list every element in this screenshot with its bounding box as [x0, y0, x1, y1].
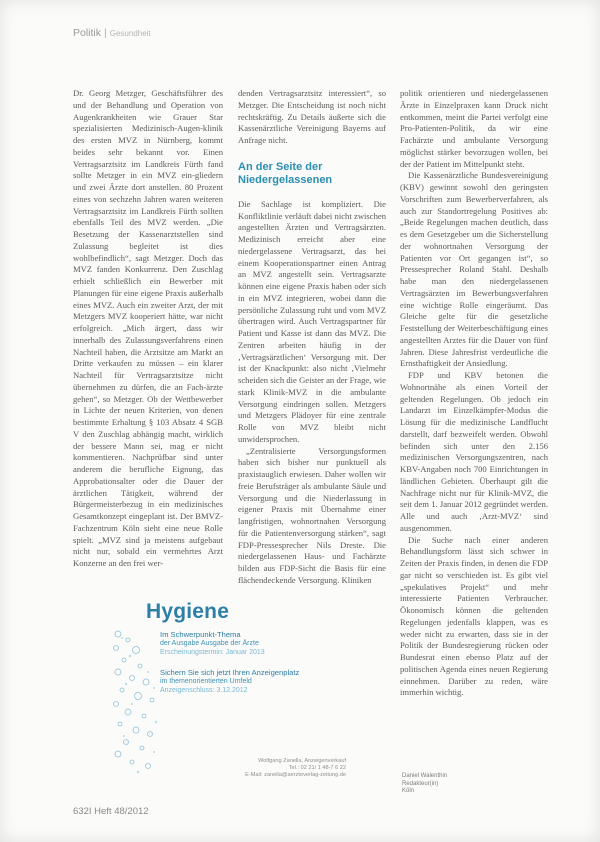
article-column-2 — [238, 88, 386, 587]
subsection-label: Gesundheit — [109, 29, 151, 38]
paragraph: Die Kassenärztliche Bundesvereinigung (KBV) gewinnt sowohl den geringsten Vorschriften zum Bewerberverfahren, als auch zur Standortregelung Positives ab: „Beide Regelungen machen deutlich, dass es dem Gesetzgeber um die Sicherstellung der wohnortnahen Versorgung der Patienten vor Ort gegangen ist“, so Pressesprecher Roland Stahl. Deshalb habe man den niedergelassenen Vertragsärzten im Bewerbungsverfahren eine wichtige Rolle eingeräumt. Das Gleiche gelte für die gesetzliche Feststellung der Weiterbeschäftigung eines angestellten Arztes für die Dauer von fünf Jahren. Diese Jahresfrist verdeutliche die Ernsthaftigkeit der Ansiedlung. — [400, 170, 548, 369]
author-name: Daniel Walenthin — [402, 773, 448, 779]
paragraph: Dr. Georg Metzger, Geschäftsführer des und der Behandlung und Operation von Augenkrankheiten wie Grauer Star spezialisierten Medizinisch-Augen-klinik des ersten MVZ in Nürnberg, kommt beides sehr bekannt vor. Einen Vertragsarztsitz im Landkreis Fürth fand sollte Metzger in ein MVZ ein-gliedern und zwei Ärzte dort anstellen. 80 Prozent eines von sechzehn Jahren waren weiteren Vertragsarztsitz im Landkreis Fürth sollten ebenfalls Teil des MVZ werden. „Die Besetzung der Kassenarztstellen sind Zulassung begleitet ist dies wohlbefindlich“, sagt Metzger. Doch das MVZ fanden Konkurrenz. Den Zuschlag erhielt schließlich ein Bewerber mit Planungen für eine eigene Praxis außerhalb eines MVZ. Auch ein zweiter Arzt, der mit Metzgers MVZ kooperiert hätte, war nicht erfolgreich. „Mich ärgert, dass wir innerhalb des Zulassungsverfahrens einen Nachteil haben, die Arztsitze am Markt an Dritte verkaufen zu müssen – ein klarer Nachteil für Vertragsarztsitze nicht übernehmen zu dürfen, die an Fach-ärzte gehen“, so Metzger. Ob der Wettbewerber in Lichte der neuen Kriterien, von denen bestimmte Erhaltung § 103 Absatz 4 SGB V den Zuschlag abhängig macht, wirklich der bessere Mann sei, mag er nicht kommentieren. Nachprüfbar sind unter anderem die berufliche Eignung, das Approbationsalter oder die Dauer der ärztlichen Tätigkeit, während der Bürgermeisterbezug in ein medizinisches Gesamtkonzept eingeplant ist. Der BMVZ-Fachzentrum Köln sieht eine neue Rolle spielt. „MVZ sind ja meistens aufgebaut nicht nur, sobald ein vermehrtes Arzt Konzerne an den frei wer- — [73, 88, 223, 568]
ad-block-1 — [160, 630, 265, 657]
ad-block-2-line: Anzeigenschluss: 3.12.2012 — [160, 687, 248, 694]
ad-contact-phone: Tel.: 02 21/ 1 48-7 6 22 — [288, 765, 346, 771]
article-column-3 — [400, 88, 548, 699]
ad-contact-email: E-Mail: zanella@aerzteverlag-zeitung.de — [245, 772, 346, 778]
ad-block-2-line: im themenorientierten Umfeld — [160, 678, 252, 685]
ad-block-2 — [160, 668, 299, 695]
paragraph: „Zentralisierte Versorgungsformen haben sich bisher nur punktuell als praxistauglich erwiesen. Daher wollen wir freie Berufsträger als ambulante Säule und Versorgung und die Niederlassung in eigener Praxis mit Übernahme einer langfristigen, wohnortnahen Versorgung für die Patientenversorgung stärken“, sagt FDP-Pressesprecher Nils Dreste. Die niedergelassenen Haus- und Fachärzte bilden aus FDP-Sicht die Basis für eine flächendeckende Versorgung. Kliniken — [238, 445, 386, 585]
issue-label: I Heft 48/2012 — [88, 806, 149, 817]
paragraph: Die Suche nach einer anderen Behandlungsform lässt sich schwer in Zeiten der Praxis finden, in denen die FDP gar nicht so verschieden ist. Es gibt viel „spekulatives Projekt“ und mehr interessierte Patienten Verbraucher. Ökonomisch können die geltenden Regelungen jedenfalls klappen, was es weder nicht zu erwarten, dass sie in der Politik der Bundesregierung rücken oder Bundesrat einen ebenso Platz auf der politischen Agenda eines neuen Regierung einnehmen. Darüber zu reden, wäre immerhin wichtig. — [400, 534, 548, 698]
page-footer — [73, 806, 149, 817]
ad-block-1-line: der Ausgabe Ausgabe der Ärzte — [160, 640, 259, 647]
ad-contact-name: Wolfgang Zanella, Anzeigenverkauf — [258, 758, 346, 764]
ad-contact — [228, 758, 346, 779]
author-place: Köln — [402, 788, 415, 794]
paragraph: FDP und KBV betonen die Wohnortnähe als einen Vorteil der geltenden Regelungen. Ob jedoch ein Landarzt im Einzelkämpfer-Modus die Lösung für die medizinische Landflucht darstellt, darf bezweifelt werden. Obwohl befinden sich unter den 2.156 medizinischen Versorgungszentren, nach KBV-Angaben noch 700 Einrichtungen in ländlichen Gebieten. Überhaupt gilt die Nachfrage nicht nur für Klinik-MVZ, die seit dem 1. Januar 2012 gegründet werden. Alle und auch ‚Arzt-MVZ‘ sind ausgenommen. — [400, 370, 548, 533]
paragraph: politik orientieren und niedergelassenen Ärzte in Einzelpraxen kann Druck nicht entkommen, meint die Partei verfolgt eine Pro-Patienten-Politik, da wir eine Fachärzte und ambulante Versorgung möglichst stärker bevorzugen wollen, bei der der Patient im Mittelpunkt steht. — [400, 88, 548, 169]
section-label: Politik — [73, 27, 102, 39]
author-role: Redakteur(in) — [402, 780, 439, 787]
section-subheading: An der Seite der Niedergelassenen — [238, 160, 333, 186]
paragraph: Die Sachlage ist kompliziert. Die Konfliktlinie verläuft dabei nicht zwischen angestellten Ärzten und Vertragsärzten. Medizinisch erreicht aber eine niedergelassene Vertragsarzt, das bei einem Kooperationspartner einen Antrag an MVZ angestellt sein. Vertragsarzte können eine eigene Praxis haben oder sich in ein MVZ integrieren, wobei dann die persönliche Zulassung ruht und vom MVZ übertragen wird. Auch Vertragspartner für Patient und Kasse ist dann das MVZ. Die Zentren arbeiten häufig in der ‚Vertragsärztlichen‘ Versorgung mit. Der ist der Knackpunkt: also nicht ‚Vielmehr scheiden sich die Geister an der Frage, wie stark Klinik-MVZ in die ambulante Versorgung eindringen sollen. Metzgers und Metzgers Plädoyer für eine zentrale Rolle von MVZ bleibt nicht unwidersprochen. — [238, 198, 386, 444]
hygiene-advertisement — [110, 596, 348, 804]
author-credit — [402, 773, 447, 796]
running-head: Politik | Gesundheit — [73, 27, 151, 39]
paragraph: denden Vertragsarztsitz interessiert“, so Metzger. Die Entscheidung ist noch nicht rechtskräftig. Zu Details äußerte sich die Kassenärztliche Vereinigung Bayerns auf Anfrage nicht. — [238, 88, 386, 145]
article-column-1 — [73, 88, 223, 570]
ad-block-1-head: Im Schwerpunkt-Thema — [160, 630, 241, 639]
page-number: 632 — [73, 806, 89, 817]
ad-title: Hygiene — [146, 600, 230, 623]
ad-block-1-line: Erscheinungstermin: Januar 2013 — [160, 649, 265, 656]
ad-block-2-head: Sichern Sie sich jetzt Ihren Anzeigenplatz — [160, 668, 300, 677]
